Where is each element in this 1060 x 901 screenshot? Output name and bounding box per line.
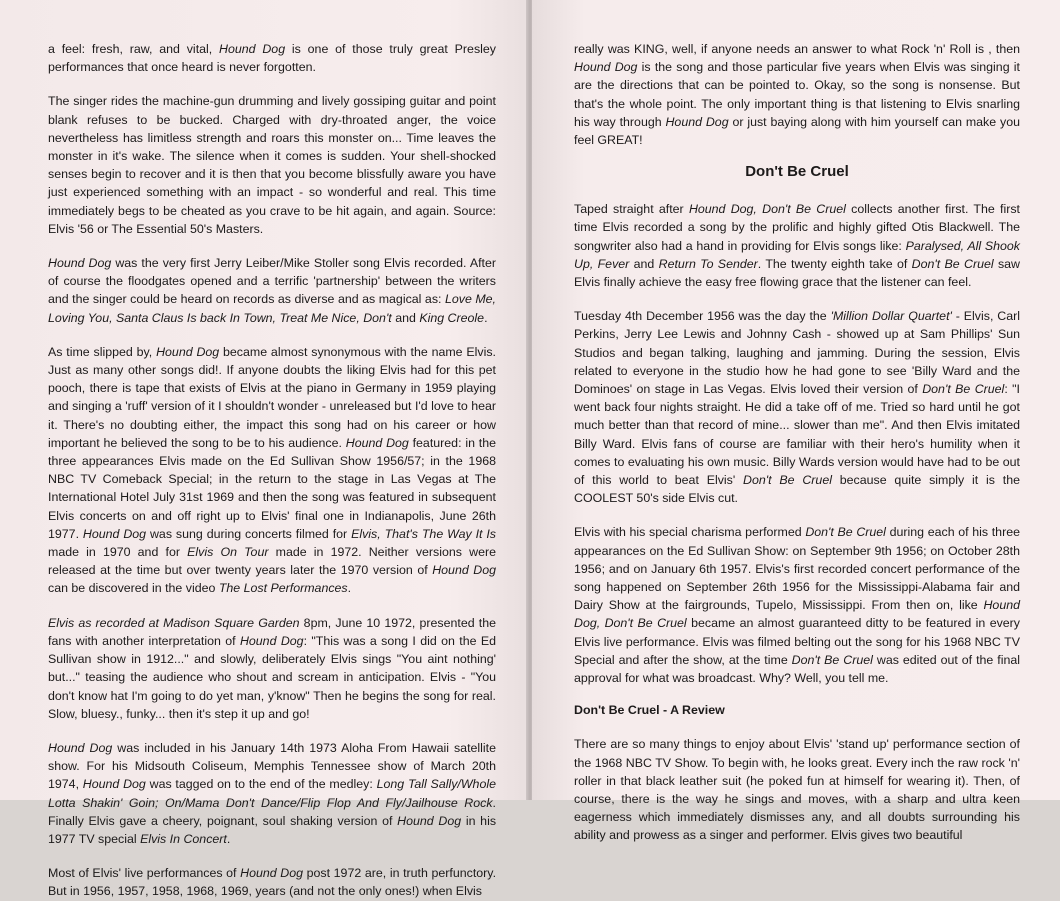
body-text: became almost synonymous with the name Elvis. Just as many other songs did!. If anyone doubts the liking Elvis had for this pet pooch, there is tape that exists of Elvis at the piano in Germany in 1959 playing and singing a 'ruff' version of it I shouldn't wonder - unreleased but I'd love to hear it. There's no doubting either, the impact this song had on his career or how important he believed the song to be to his audience. [48, 344, 497, 450]
right-page-text [574, 40, 1020, 845]
section-heading: Don't Be Cruel [745, 163, 849, 181]
body-text: . [347, 581, 352, 596]
body-text: in his 1977 TV special [48, 813, 497, 846]
body-text: 8pm, June 10 1972, presented the fans with another interpretation of [48, 615, 496, 648]
italic-title-text: The Lost Performances [218, 581, 348, 596]
body-text: is one of those truly great Presley performances that once heard is never forgotten. [48, 42, 496, 75]
body-text: . [226, 831, 231, 846]
body-text: was sung during concerts filmed for [146, 526, 352, 541]
italic-title-text: Don't Be Cruel [743, 473, 832, 488]
italic-title-text: Hound Dog [239, 633, 304, 648]
body-text: during each of his three appearances on the Ed Sullivan Show: on September 9th 1956; on October 28th 1956; and on January 6th 1957. Elvis's first recorded concert performance of the song happened on September 26th 1956 for the Mississippi-Alabama fair and Dairy Show at the fairgrounds, Tupelo, Mississippi. From then on, like [574, 525, 1020, 613]
body-text: made in 1972. Neither versions were released at the time but over twenty years later the 1970 version of [48, 545, 496, 578]
left-paragraph [48, 614, 496, 723]
left-paragraph [48, 92, 496, 238]
italic-title-text: Hound Dog [345, 435, 409, 450]
italic-title-text: Hound Dog [156, 344, 220, 359]
body-text: . [484, 310, 488, 325]
body-text: featured: in the three appearances Elvis made on the Ed Sullivan Show 1956/57; in the 1968 NBC TV Comeback Special; in the return to the stage in Las Vegas at The International Hotel July 31st 1969 and then the song was featured in subsequent Elvis concerts on and off right up to Elvis' final one in Indianapolis, June 26th 1977. [48, 435, 496, 541]
right-intro-paragraph [574, 40, 1020, 149]
italic-title-text: Don't Be Cruel [922, 382, 1005, 397]
italic-title-text: Don't Be Cruel [791, 652, 873, 667]
body-text: . Finally Elvis gave a cheery, poignant, soul shaking version of [48, 795, 496, 828]
body-text: : "This was a song I did on the Ed Sullivan show in 1912..." and slowly, deliberately Elvis sings "You aint nothing' but..." teasing the audience who shout and scream in anticipation. Elvis - "You don't know hat I'm going to do yet man, y'know" Then he begins the song for real. Slow, bluesy., funky... then it's step it up and go! [48, 633, 496, 721]
body-text: As time slipped by, [48, 344, 157, 359]
italic-title-text: Elvis In Concert [140, 831, 227, 846]
italic-title-text: Hound Dog [665, 114, 729, 129]
right-paragraph [574, 735, 1020, 844]
body-text: collects another first. The first time Elvis recorded a song by the prolific and highly gifted Otis Blackwell. The songwriter also had a hand in providing for Elvis songs like: [574, 202, 1020, 253]
italic-title-text: Hound Dog, Don't Be Cruel [688, 202, 846, 217]
left-page-text [48, 40, 496, 901]
body-text: can be discovered in the video [48, 581, 219, 596]
italic-title-text: Love Me, Loving You, Santa Claus Is back In Town, Treat Me Nice, Don't [48, 292, 497, 325]
left-page [0, 0, 528, 899]
body-text: Elvis with his special charisma performed [574, 525, 806, 540]
italic-title-text: Elvis as recorded at Madison Square Garden [48, 615, 300, 630]
body-text: really was KING, well, if anyone needs an answer to what Rock 'n' Roll is , then [574, 42, 1020, 56]
body-text: became an almost guaranteed ditty to be featured in every Elvis live performance. Elvis was filmed belting out the song for his 1968 NBC TV Special and after the show, at the time [574, 616, 1020, 667]
body-text: made in 1970 and for [48, 545, 188, 560]
body-text: . The twenty eighth take of [757, 256, 912, 271]
italic-title-text: Hound Dog [432, 563, 497, 578]
body-text: was the very first Jerry Leiber/Mike Stoller song Elvis recorded. After of course the floodgates opened and a terrific 'partnership' between the writers and the singer could be heard on records as diverse and as magical as: [48, 256, 496, 307]
italic-title-text: Hound Dog [82, 777, 146, 792]
italic-title-text: Elvis, That's The Way It Is [351, 526, 496, 541]
italic-title-text: Hound Dog [48, 256, 112, 271]
italic-title-text: Don't Be Cruel [911, 256, 994, 271]
left-paragraph [48, 254, 496, 327]
body-text: Most of Elvis' live performances of [48, 866, 241, 881]
body-text: and [391, 310, 420, 325]
review-subheading: Don't Be Cruel - A Review [574, 703, 725, 718]
right-page [532, 0, 1060, 843]
body-text: was included in his January 14th 1973 Aloha From Hawaii satellite show. For his Midsouth Coliseum, Memphis Tennessee show of March 20th 1974, [48, 740, 496, 792]
italic-title-text: Hound Dog [574, 60, 638, 75]
body-text: The singer rides the machine-gun drumming and lively gossiping guitar and point blank refuses to be bucked. Charged with dry-throated anger, the voice nevertheless has limitless strength and roars this monster on... Time leaves the monster in it's wake. The silence when it comes is sudden. Your shell-shocked senses begin to recover and it is then that you become blissfully aware you have just experienced something with an impact - so wonderful and real. This time immediately begs to be cheated as you crave to be hit again, and again. Source: Elvis '56 or The Essential 50's Masters. [48, 94, 496, 236]
body-text: was tagged on to the end of the medley: [145, 777, 377, 792]
italic-title-text: Long Tall Sally/Whole Lotta Shakin' Goin; On/Mama Don't Dance/Flip Flop And Fly/Jailhouse Rock [48, 777, 496, 810]
body-text: : "I went back four nights straight. He did a take off of me. Tried so hard until he got much better than that record of mine... slower than me". And then Elvis imitated Billy Ward. Elvis fans of course are familiar with their hero's humility when it comes to evaluating his own music. Billy Wards version would have had to be out of this world to beat Elvis' [574, 382, 1020, 488]
left-paragraph [48, 343, 496, 598]
italic-title-text: Hound Dog [397, 813, 462, 828]
body-text: There are so many things to enjoy about Elvis' 'stand up' performance section of the 1968 NBC TV Show. To begin with, he looks great. Every inch the raw rock 'n' roller in that black leather suit (he poked fun at himself for wearing it). Then, of course, there is the way he sings and moves, with a sharp and ultra keen eagerness which immediately dismisses any, and all doubts surrounding his ability and prowess as a singer and performer. Elvis gives two beautiful [574, 737, 1020, 843]
italic-title-text: Hound Dog [219, 42, 286, 56]
left-paragraph [48, 864, 496, 900]
body-text: or just baying along with him yourself can make you feel GREAT! [574, 114, 1020, 148]
italic-title-text: Return To Sender [658, 256, 758, 271]
italic-title-text: Don't Be Cruel [805, 525, 886, 540]
italic-title-text: 'Million Dollar Quartet' [830, 309, 952, 324]
left-paragraph [48, 40, 496, 76]
body-text: saw Elvis finally achieve the easy free flowing grace that the listener can feel. [574, 256, 1020, 290]
body-text: Taped straight after [574, 202, 689, 217]
italic-title-text: Hound Dog [82, 526, 147, 541]
italic-title-text: Hound Dog [240, 866, 303, 881]
right-paragraph [574, 307, 1020, 507]
italic-title-text: Paralysed, All Shook Up, Fever [574, 238, 1021, 271]
body-text: Tuesday 4th December 1956 was the day the [574, 309, 831, 324]
body-text: post 1972 are, in truth perfunctory. But in 1956, 1957, 1958, 1968, 1969, years (and not the only ones!) when Elvis [48, 866, 497, 899]
body-text: - Elvis, Carl Perkins, Jerry Lee Lewis and Johnny Cash - showed up at Sam Phillips' Sun Studios and began talking, laughing and jamming. During the session, Elvis related to everyone in the studio how he had gone to see 'Billy Ward and the Dominoes' on stage in Las Vegas. Elvis loved their version of [574, 309, 1020, 397]
italic-title-text: Hound Dog, Don't Be Cruel [574, 598, 1020, 631]
body-text: because quite simply it is the COOLEST 50's side Elvis cut. [574, 473, 1020, 506]
right-paragraph [574, 200, 1020, 291]
body-text: a feel: fresh, raw, and vital, [48, 42, 220, 56]
italic-title-text: King Creole [419, 310, 485, 325]
right-paragraph [574, 523, 1020, 687]
italic-title-text: Elvis On Tour [187, 545, 269, 560]
body-text: and [629, 256, 659, 271]
italic-title-text: Hound Dog [48, 740, 113, 755]
body-text: was edited out of the final approval for what was broadcast. Why? Well, you tell me. [574, 652, 1020, 686]
body-text: is the song and those particular five years when Elvis was singing it are the directions that can be pointed to. Okay, so the song is nonsense. But that's the whole point. The only important thing is that listening to Elvis snarling his way through [574, 60, 1020, 129]
left-paragraph [48, 739, 496, 848]
